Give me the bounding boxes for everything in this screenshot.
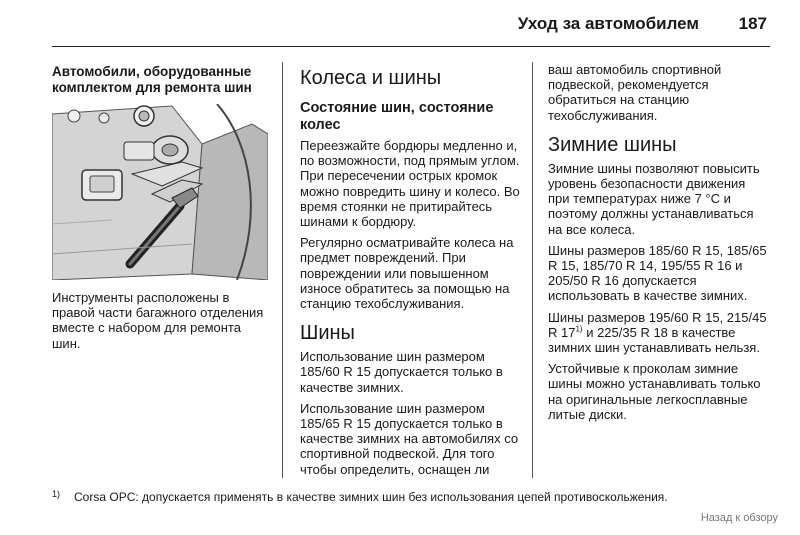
tire-condition-heading: Состояние шин, состояние колес bbox=[300, 100, 494, 133]
left-heading: Автомобили, оборудованные комплектом для ремонта шин bbox=[52, 64, 252, 95]
tire-size-paragraph-2: Использование шин размером 185/65 R 15 допускается только в качестве зимних на автомобилях со спортивной подвеской. Для того чтобы определить, оснащен ли bbox=[300, 400, 519, 477]
footnote-ref: 1) bbox=[575, 324, 583, 334]
illustration-caption: Инструменты расположены в правой части багажного отделения вместе с набором для ремонта шин. bbox=[52, 290, 264, 351]
winter-tires-paragraph-3b: и 225/35 R 18 в качестве зимних шин устанавливать нельзя. bbox=[548, 324, 760, 356]
footnote bbox=[52, 489, 668, 504]
wheels-tires-title: Колеса и шины bbox=[300, 67, 442, 89]
back-to-overview-link[interactable]: Назад к обзору bbox=[700, 512, 778, 524]
curbs-paragraph: Переезжайте бордюры медленно и, по возможности, под прямым углом. При пересечении острых кромок можно повредить шину и колесо. Во время стоянки не притирайтесь шинами к бордюру. bbox=[300, 138, 520, 230]
tire-size-paragraph-1: Использование шин размером 185/60 R 15 допускается только в качестве зимних. bbox=[300, 349, 503, 395]
winter-tires-paragraph-3 bbox=[548, 310, 770, 356]
winter-tires-paragraph-3a: Шины размеров 195/60 R 15, 215/45 R 17 bbox=[548, 309, 767, 340]
left-column bbox=[52, 64, 270, 357]
winter-tires-paragraph-1: Зимние шины позволяют повысить уровень безопасности движения при температурах ниже 7 °C и поэтому должны устанавливаться на все колеса. bbox=[548, 160, 760, 237]
continued-paragraph: ваш автомобиль спортивной подвеской, рекомендуется обратиться на станцию техобслуживания. bbox=[548, 62, 722, 123]
footnote-mark: 1) bbox=[52, 489, 61, 499]
section-title: Уход за автомобилем bbox=[517, 14, 699, 33]
winter-tires-heading: Зимние шины bbox=[548, 133, 677, 156]
column-divider-1 bbox=[282, 62, 283, 478]
header-divider bbox=[52, 46, 770, 47]
trunk-tools-illustration bbox=[52, 104, 268, 280]
right-column bbox=[548, 62, 770, 428]
footnote-text: Corsa OPC: допускается применять в качестве зимних шин без использования цепей противоскольжения. bbox=[74, 490, 668, 504]
column-divider-2 bbox=[532, 62, 533, 478]
winter-tires-paragraph-4: Устойчивые к проколам зимние шины можно устанавливать только на оригинальные легкосплавные литые диски. bbox=[548, 361, 761, 422]
page-number: 187 bbox=[738, 14, 767, 33]
middle-column bbox=[300, 62, 522, 483]
tires-heading: Шины bbox=[300, 322, 355, 345]
winter-tires-paragraph-2: Шины размеров 185/60 R 15, 185/65 R 15, 185/70 R 14, 195/55 R 16 и 205/50 R 16 допускается использовать в качестве зимних. bbox=[548, 242, 767, 304]
inspection-paragraph: Регулярно осматривайте колеса на предмет повреждений. При повреждении или повышенном износе обратитесь за помощью на станцию техобслуживания. bbox=[300, 235, 514, 312]
